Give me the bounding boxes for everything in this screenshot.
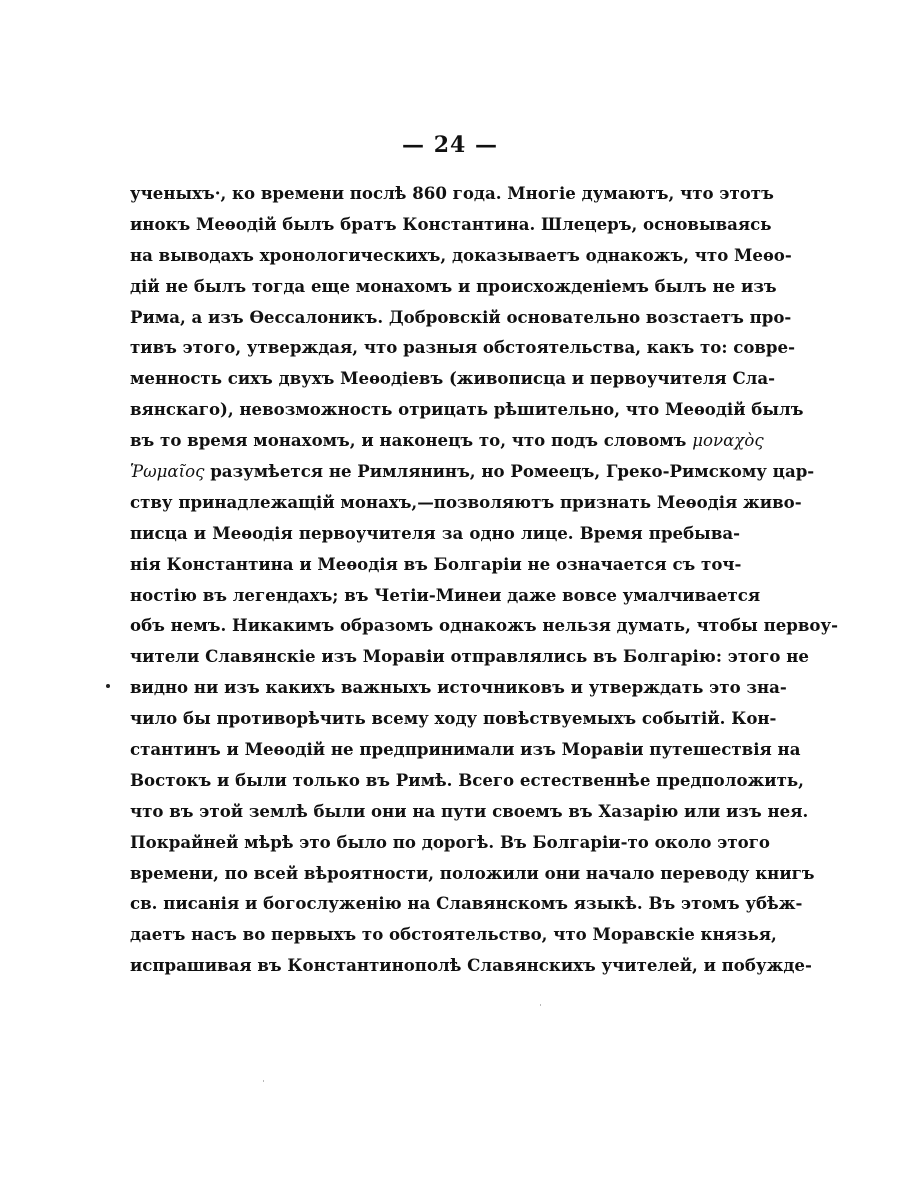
text-line: инокъ Меѳодій былъ братъ Константина. Шлецеръ, основываясь [130,213,772,234]
scan-mark [263,1080,264,1082]
body-text [130,178,839,981]
text-line: ностію въ легендахъ; въ Четіи-Минеи даже вовсе умалчивается [130,584,761,605]
text-line: чители Славянскіе изъ Моравіи отправлялись въ Болгарію: этого не [130,646,809,667]
text-segment: въ то время монахомъ, и наконецъ то, что подъ словомъ [130,430,687,451]
text-line: что въ этой землѣ были они на пути своемъ въ Хазарію или изъ нея. [130,800,809,821]
text-line: св. писанія и богослуженію на Славянскомъ языкѣ. Въ этомъ убѣж- [130,893,803,914]
ink-speck [106,684,110,688]
text-segment: разумѣется не Римлянинъ, но Ромеецъ, Греко-Римскому цар- [210,461,815,482]
greek-word: μοναχὸς [692,431,764,451]
text-line: времени, по всей вѣроятности, положили они начало переводу книгъ [130,862,815,883]
text-line: чило бы противорѣчить всему ходу повѣствуемыхъ событій. Кон- [130,708,777,729]
text-line: вянскаго), невозможность отрицать рѣшительно, что Меѳодій былъ [130,399,804,420]
text-line: испрашивая въ Константинополѣ Славянскихъ учителей, и побужде- [130,955,812,976]
page-number: — 24 — [402,132,498,158]
text-line: Покрайней мѣрѣ это было по дорогѣ. Въ Болгаріи-то около этого [130,831,770,852]
text-line: Востокъ и были только въ Римѣ. Всего естественнѣе предположить, [130,769,804,790]
text-line: стантинъ и Меѳодій не предпринимали изъ Моравіи путешествія на [130,739,801,760]
text-line: тивъ этого, утверждая, что разныя обстоятельства, какъ то: совре- [130,337,795,358]
text-line: писца и Меѳодія первоучителя за одно лице. Время пребыва- [130,522,740,543]
text-line: объ немъ. Никакимъ образомъ однакожъ нельзя думать, чтобы первоу- [130,615,839,636]
text-line: нія Константина и Меѳодія въ Болгаріи не означается съ точ- [130,553,742,574]
text-line: ученыхъ·, ко времени послѣ 860 года. Многіе думаютъ, что этотъ [130,183,774,203]
text-line: на выводахъ хронологическихъ, доказываетъ однакожъ, что Меѳо- [130,244,792,265]
greek-word: Ῥωμαῖος [130,462,205,482]
text-line: ству принадлежащій монахъ,—позволяютъ признать Меѳодія живо- [130,491,802,512]
text-line-with-greek [130,425,764,456]
text-line: менность сихъ двухъ Меѳодіевъ (живописца и первоучителя Сла- [130,368,775,389]
text-line: видно ни изъ какихъ важныхъ источниковъ и утверждать это зна- [130,677,787,698]
text-line: дій не былъ тогда еще монахомъ и происхожденіемъ былъ не изъ [130,275,777,296]
text-line: даетъ насъ во первыхъ то обстоятельство, что Моравскіе князья, [130,924,777,945]
scan-mark [540,1004,541,1006]
text-line-with-greek [130,456,815,487]
text-line: Рима, а изъ Ѳессалоникъ. Добровскій основательно возстаетъ про- [130,306,792,327]
